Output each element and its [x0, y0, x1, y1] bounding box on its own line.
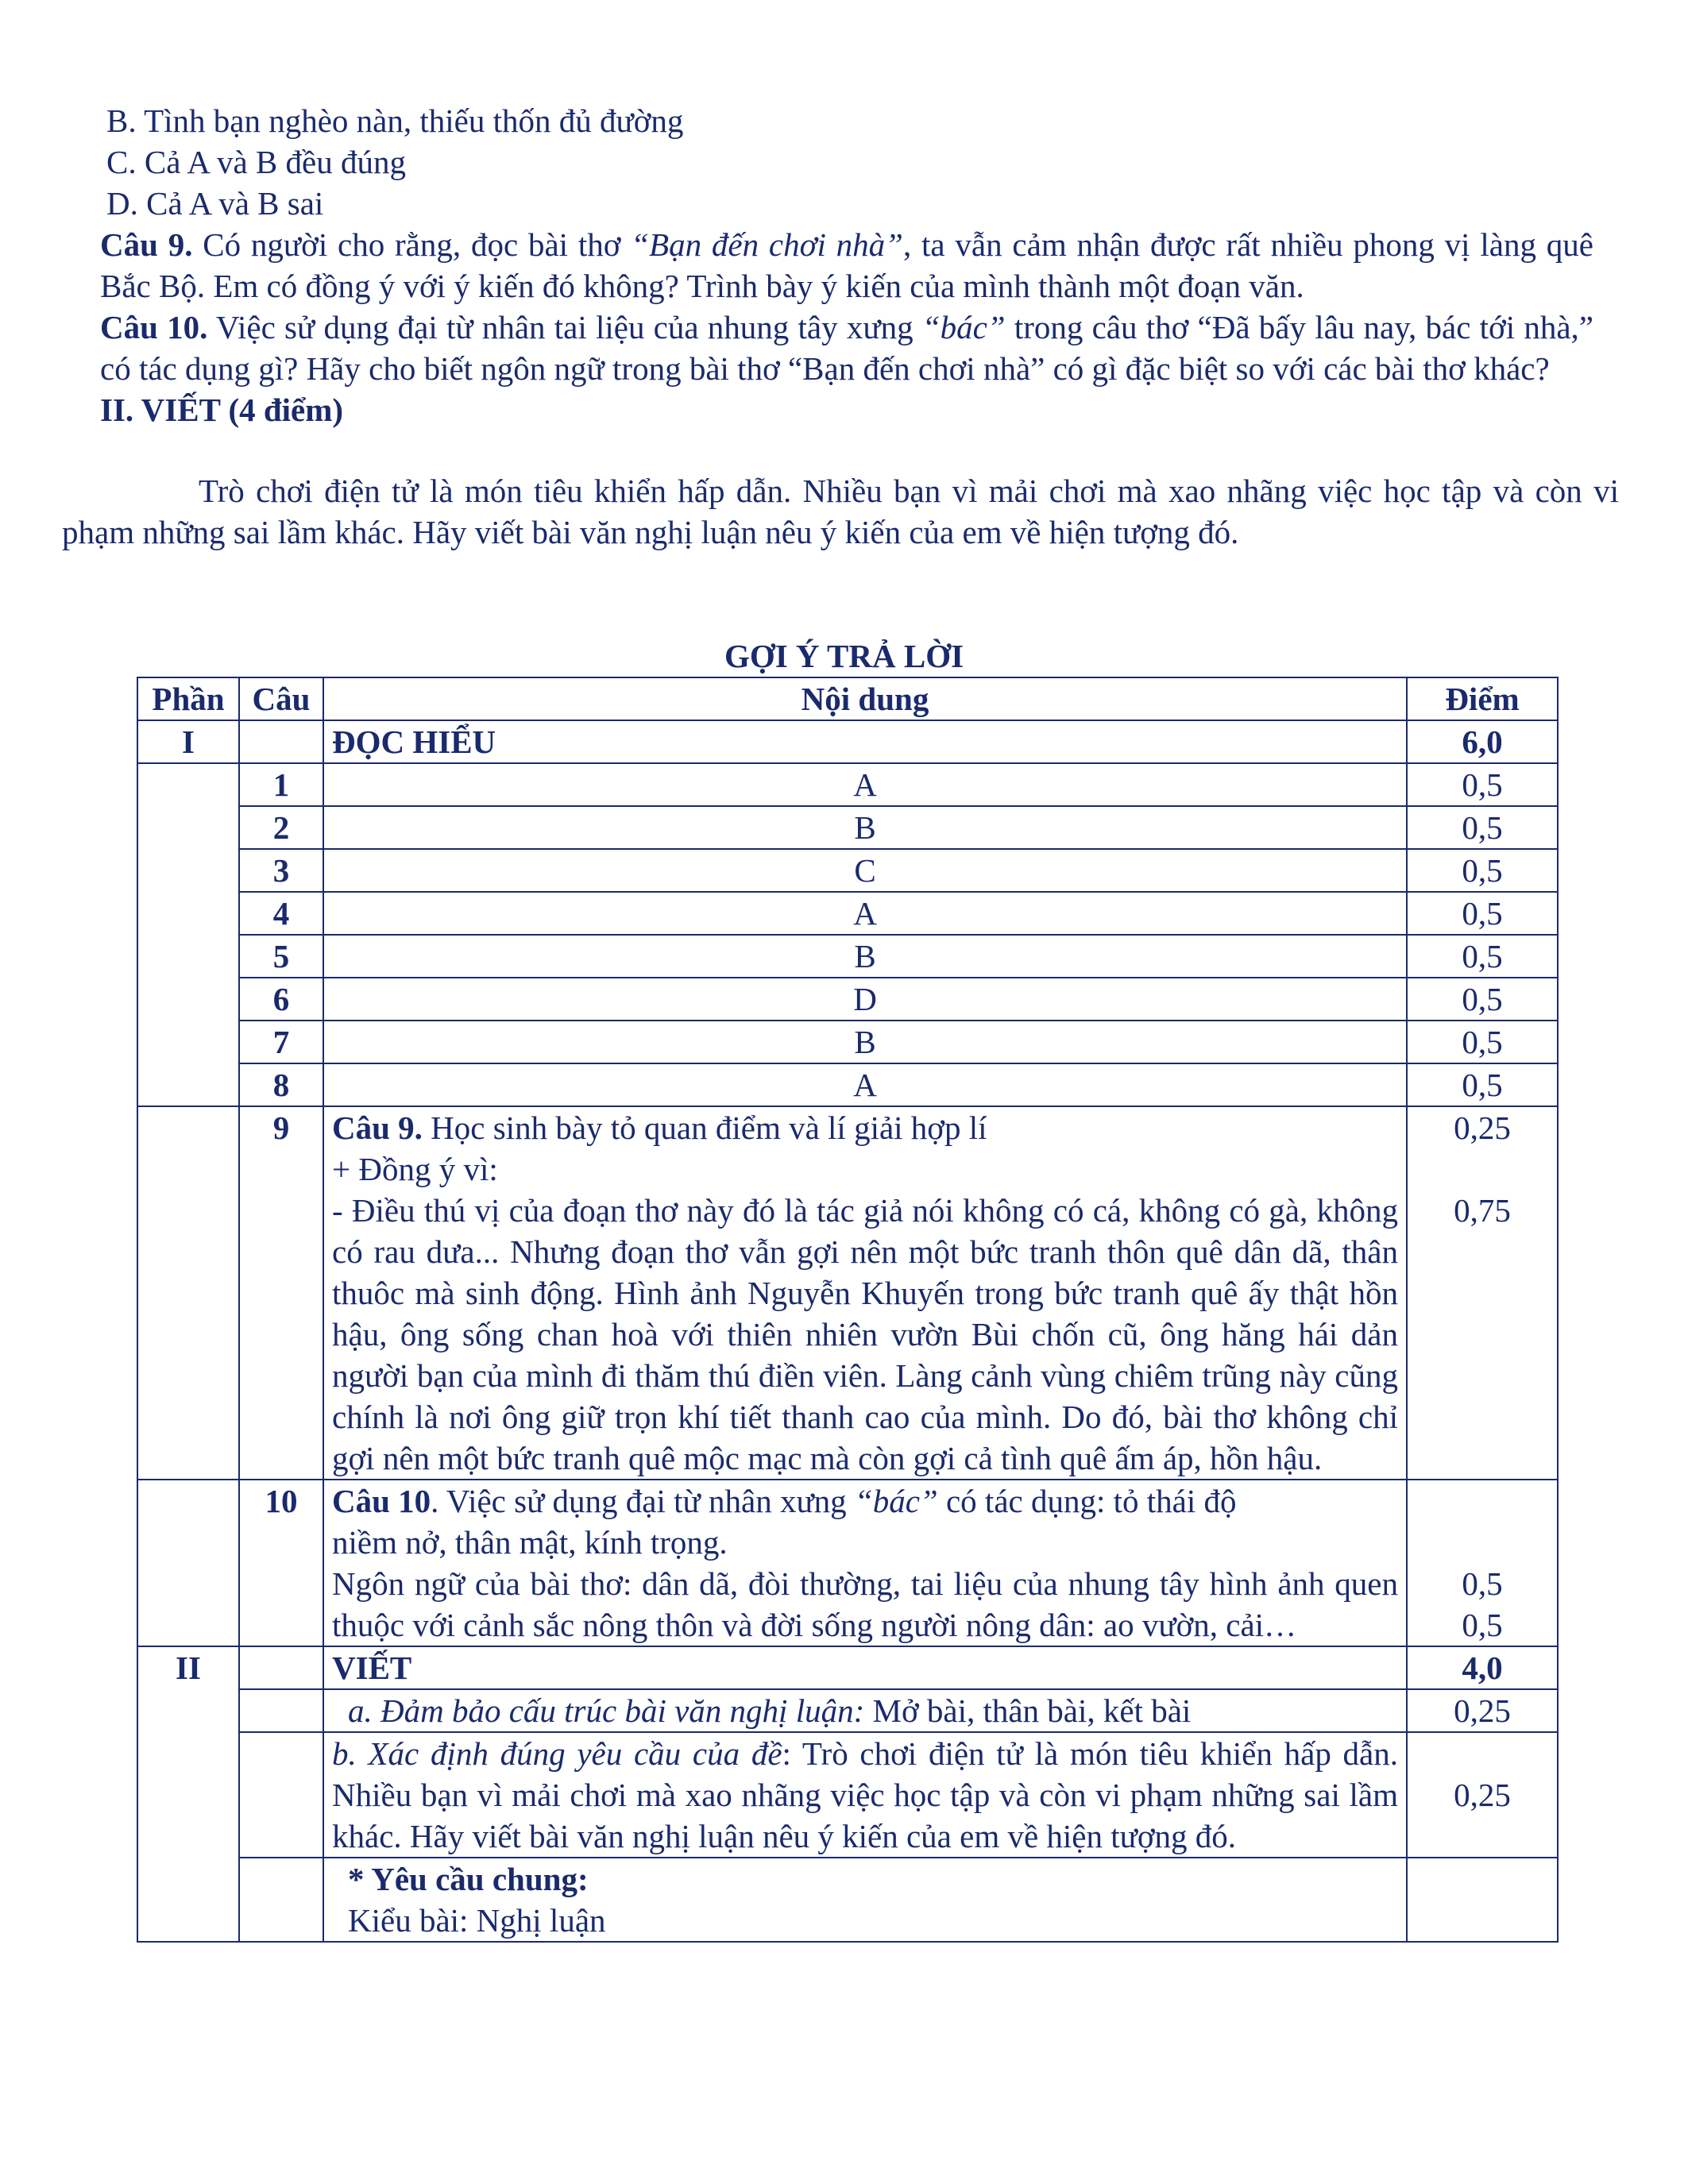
header-question: Câu [239, 677, 323, 720]
wb-text: : Trò chơi điện tử là món tiêu khiển hấp dẫn. Nhiều bạn vì mải chơi mà xao nhãng việc học tập và còn vi phạm những sai lầm khác. Hãy viết bài văn nghị luận nêu ý kiến của em về hiện tượng đó. [332, 1735, 1399, 1854]
mc-answer: B [323, 806, 1407, 849]
q10-score-2: 0,5 [1462, 1607, 1503, 1643]
empty-cell [239, 1858, 323, 1942]
mc-answer: D [323, 978, 1407, 1021]
wa-text: Mở bài, thân bài, kết bài [864, 1692, 1192, 1729]
q9-label: Câu 9. [332, 1109, 423, 1146]
q10-text: . Việc sử dụng đại từ nhân xưng [431, 1483, 855, 1519]
mc-answer: C [323, 849, 1407, 892]
table-row-wa [137, 1689, 1558, 1732]
table-row-part1 [137, 720, 1558, 763]
mc-answer: B [323, 935, 1407, 978]
general-title: * Yêu cầu chung: [348, 1861, 589, 1897]
mc-question: 6 [239, 978, 323, 1021]
table-row [137, 1021, 1558, 1063]
table-row [137, 892, 1558, 935]
mc-question: 8 [239, 1063, 323, 1106]
table-row [137, 935, 1558, 978]
question-10-text: Việc sử dụng đại từ nhân tai liệu của nhung tây xưng [207, 309, 922, 345]
q10-content [323, 1480, 1407, 1646]
answer-title: GỢI Ý TRẢ LỜI [724, 638, 964, 674]
mc-score: 0,5 [1407, 1063, 1558, 1106]
mc-score: 0,5 [1407, 806, 1558, 849]
part-1-score: 6,0 [1407, 720, 1558, 763]
question-section [100, 100, 1593, 430]
wa-score: 0,25 [1407, 1689, 1558, 1732]
mc-answer: A [323, 892, 1407, 935]
part-1-title: ĐỌC HIỂU [323, 720, 1407, 763]
mc-question: 1 [239, 763, 323, 806]
part-1-label: I [137, 720, 239, 763]
q9-score-1: 0,25 [1454, 1109, 1511, 1146]
q9-line1 [332, 1107, 1398, 1148]
q9-line2: + Đồng ý vì: [332, 1151, 498, 1187]
table-row [137, 1063, 1558, 1106]
q9-body: - Điều thú vị của đoạn thơ này đó là tác giả nói không có cá, không có gà, không có rau dưa... Nhưng đoạn thơ vẫn gợi nên một bức tranh thôn quê dân dã, thân thuôc mà sinh động. Hình ảnh Nguyễn Khuyến trong bức tranh quê ấy thật hồn hậu, ông sống chan hoà với thiên nhiên vườn Bùi chốn cũ, ông hăng hái dản người bạn của mình đi thăm thú điền viên. Làng cảnh vùng chiêm trũng này cũng chính là nơi ông giữ trọn khí tiết thanh cao của mình. Do đó, bài thơ không chỉ gợi nên một bức tranh quê mộc mạc mà còn gợi cả tình quê ấm áp, hồn hậu. [332, 1192, 1398, 1476]
mc-score: 0,5 [1407, 935, 1558, 978]
question-10-text-end: trong câu thơ “Đã bấy lâu nay, bác tới nhà,” có tác dụng gì? Hãy cho biết ngôn ngữ trong bài thơ “Bạn đến chơi nhà” có gì đặc biệt so với các bài thơ khác? [100, 309, 1593, 387]
table-row-wb [137, 1732, 1558, 1858]
part-2-score: 4,0 [1407, 1646, 1558, 1689]
mc-score: 0,5 [1407, 849, 1558, 892]
q10-language: Ngôn ngữ của bài thơ: dân dã, đòi thường, tai liệu của nhung tây hình ảnh quen thuộc với cảnh sắc nông thôn và đời sống người nông dân: ao vườn, cải… [332, 1565, 1398, 1643]
wa-content [323, 1689, 1407, 1732]
wb-label: b. Xác định đúng yêu cầu của đề [332, 1735, 782, 1772]
empty-cell [137, 1106, 239, 1480]
question-9 [100, 224, 1593, 307]
option-b: B. Tình bạn nghèo nàn, thiếu thốn đủ đường [106, 102, 684, 139]
q10-number: 10 [239, 1480, 323, 1646]
q10-text-end: có tác dụng: tỏ thái độ niềm nở, thân mật, kính trọng. [332, 1483, 1237, 1561]
question-9-label: Câu 9. [100, 226, 193, 263]
question-9-quote: “Bạn đến chơi nhà” [631, 226, 903, 263]
option-d: D. Cả A và B sai [106, 185, 324, 222]
question-9-text-end: , ta vẫn cảm nhận được rất nhiều phong vị làng quê Bắc Bộ. Em có đồng ý với ý kiến đó không? Trình bày ý kiến của mình thành một đoạn văn. [100, 226, 1593, 304]
mc-question: 5 [239, 935, 323, 978]
question-10 [100, 307, 1593, 389]
question-10-quote: “bác” [921, 309, 1006, 345]
general-content [323, 1858, 1407, 1942]
q9-content [323, 1106, 1407, 1480]
section-2-heading: II. VIẾT (4 điểm) [100, 392, 344, 428]
empty-cell [239, 1732, 323, 1858]
empty-cell [239, 720, 323, 763]
mc-answer: A [323, 1063, 1407, 1106]
q10-score-1: 0,5 [1462, 1565, 1503, 1602]
wb-content [323, 1732, 1407, 1858]
wa-label: a. Đảm bảo cấu trúc bài văn nghị luận: [348, 1692, 865, 1729]
option-c: C. Cả A và B đều đúng [106, 144, 406, 180]
mc-score: 0,5 [1407, 978, 1558, 1021]
table-row-general [137, 1858, 1558, 1942]
part-2-title: VIẾT [323, 1646, 1407, 1689]
essay-prompt: Trò chơi điện tử là món tiêu khiển hấp dẫn. Nhiều bạn vì mải chơi mà xao nhãng việc học tập và còn vi phạm những sai lầm khác. Hãy viết bài văn nghị luận nêu ý kiến của em về hiện tượng đó. [62, 473, 1619, 550]
question-10-label: Câu 10. [100, 309, 208, 345]
wb-score: 0,25 [1407, 1732, 1558, 1858]
empty-cell [1407, 1858, 1558, 1942]
mc-score: 0,5 [1407, 1021, 1558, 1063]
q10-label: Câu 10 [332, 1483, 431, 1519]
mc-score: 0,5 [1407, 892, 1558, 935]
mc-question: 3 [239, 849, 323, 892]
empty-cell [137, 763, 239, 1106]
table-row [137, 806, 1558, 849]
q9-number: 9 [239, 1106, 323, 1480]
empty-cell [137, 1480, 239, 1646]
table-row-q10 [137, 1480, 1558, 1646]
question-9-text: Có người cho rằng, đọc bài thơ [192, 226, 632, 263]
table-row-q9 [137, 1106, 1558, 1480]
part-2-label: II [137, 1646, 239, 1942]
table-row [137, 763, 1558, 806]
mc-question: 4 [239, 892, 323, 935]
header-score: Điểm [1407, 677, 1558, 720]
mc-answer: B [323, 1021, 1407, 1063]
mc-question: 7 [239, 1021, 323, 1063]
mc-score: 0,5 [1407, 763, 1558, 806]
header-part: Phần [137, 677, 239, 720]
q9-score-2: 0,75 [1454, 1192, 1511, 1229]
empty-cell [239, 1689, 323, 1732]
q9-line1-text: Học sinh bày tỏ quan điểm và lí giải hợp lí [422, 1109, 987, 1146]
table-row [137, 978, 1558, 1021]
answer-table [137, 677, 1559, 1943]
table-row [137, 849, 1558, 892]
header-content: Nội dung [323, 677, 1407, 720]
q10-quote: “bác” [854, 1483, 938, 1519]
empty-cell [239, 1646, 323, 1689]
general-text: Kiểu bài: Nghị luận [348, 1902, 606, 1939]
q10-score [1407, 1480, 1558, 1646]
mc-answer: A [323, 763, 1407, 806]
q9-score [1407, 1106, 1558, 1480]
mc-question: 2 [239, 806, 323, 849]
table-header-row [137, 677, 1558, 720]
table-row-part2 [137, 1646, 1558, 1689]
